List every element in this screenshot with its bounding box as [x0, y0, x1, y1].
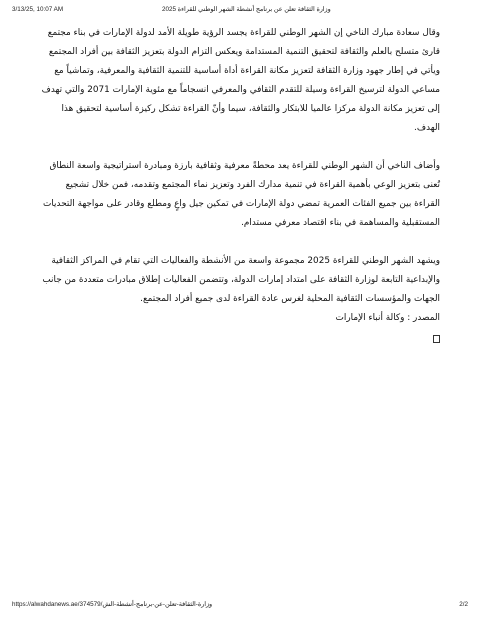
print-header — [12, 6, 468, 18]
icon-line — [40, 328, 440, 342]
article-paragraph-3: ويشهد الشهر الوطني للقراءة 2025 مجموعة واسعة من الأنشطة والفعاليات التي تقام في المراكز الثقافية والإبداعية التابعة لوزارة الثقافة على امتداد إمارات الدولة، وتتضمن الفعاليات إطلاق مبادرات متعددة من جانب الجهات والمؤسسات الثقافية المحلية لغرس عادة القراءة لدى جميع أفراد المجتمع. — [42, 256, 440, 304]
print-datetime: 3/13/25, 10:07 AM — [12, 6, 64, 13]
article-source: المصدر : وكالة أنباء الإمارات — [335, 313, 440, 323]
broken-image-icon — [433, 335, 440, 343]
article-paragraph-2: وأضاف الناخي أن الشهر الوطني للقراءة يعد محطةً معرفية وثقافية بارزة ومبادرة استراتيجية واسعة النطاق تُعنى بتعزيز الوعي بأهمية القراءة في تنمية مدارك الفرد وتعزيز نماء المجتمع وتقدمه، فمن خلال تشجيع القراءة بين جميع الفئات العمرية تمضي دولة الإمارات في تمكين جيل واعٍ ومطلع وقادر على مواجهة التحديات المستقبلية والمساهمة في بناء اقتصاد معرفي مستدام. — [43, 161, 440, 228]
print-page-title: وزارة الثقافة تعلن عن برنامج أنشطة الشهر الوطني للقراءة 2025 — [162, 6, 331, 13]
print-footer — [12, 601, 468, 611]
page-number: 2/2 — [459, 601, 468, 608]
article-paragraph-1: وقال سعادة مبارك الناخي إن الشهر الوطني للقراءة يجسد الرؤية طويلة الأمد لدولة الإمارات في بناء مجتمع قارئ متسلح بالعلم والثقافة لتحقيق التنمية المستدامة ويعكس التزام الدولة بتعزيز الثقافة بين أفراد المجتمع ويأتي في إطار جهود وزارة الثقافة لتعزيز مكانة القراءة أداة أساسية للتنمية الثقافية والمعرفية، وتماشياً مع مساعي الدولة لترسيخ القراءة وسيلة للتقدم الثقافي والمعرفي انسجاماً مع مئوية الإمارات 2071 والتي تهدف إلى تعزيز مكانة الدولة مركزا عالميا للابتكار والثقافة، سيما وأنّ القراءة تشكل ركيزة أساسية لتحقيق هذا الهدف. — [41, 28, 440, 133]
article-body — [40, 24, 440, 342]
page-url[interactable]: https://alwahdanews.ae/374579/وزارة-الثقافة-تعلن-عن-برنامج-أنشطة-الش — [12, 601, 213, 608]
